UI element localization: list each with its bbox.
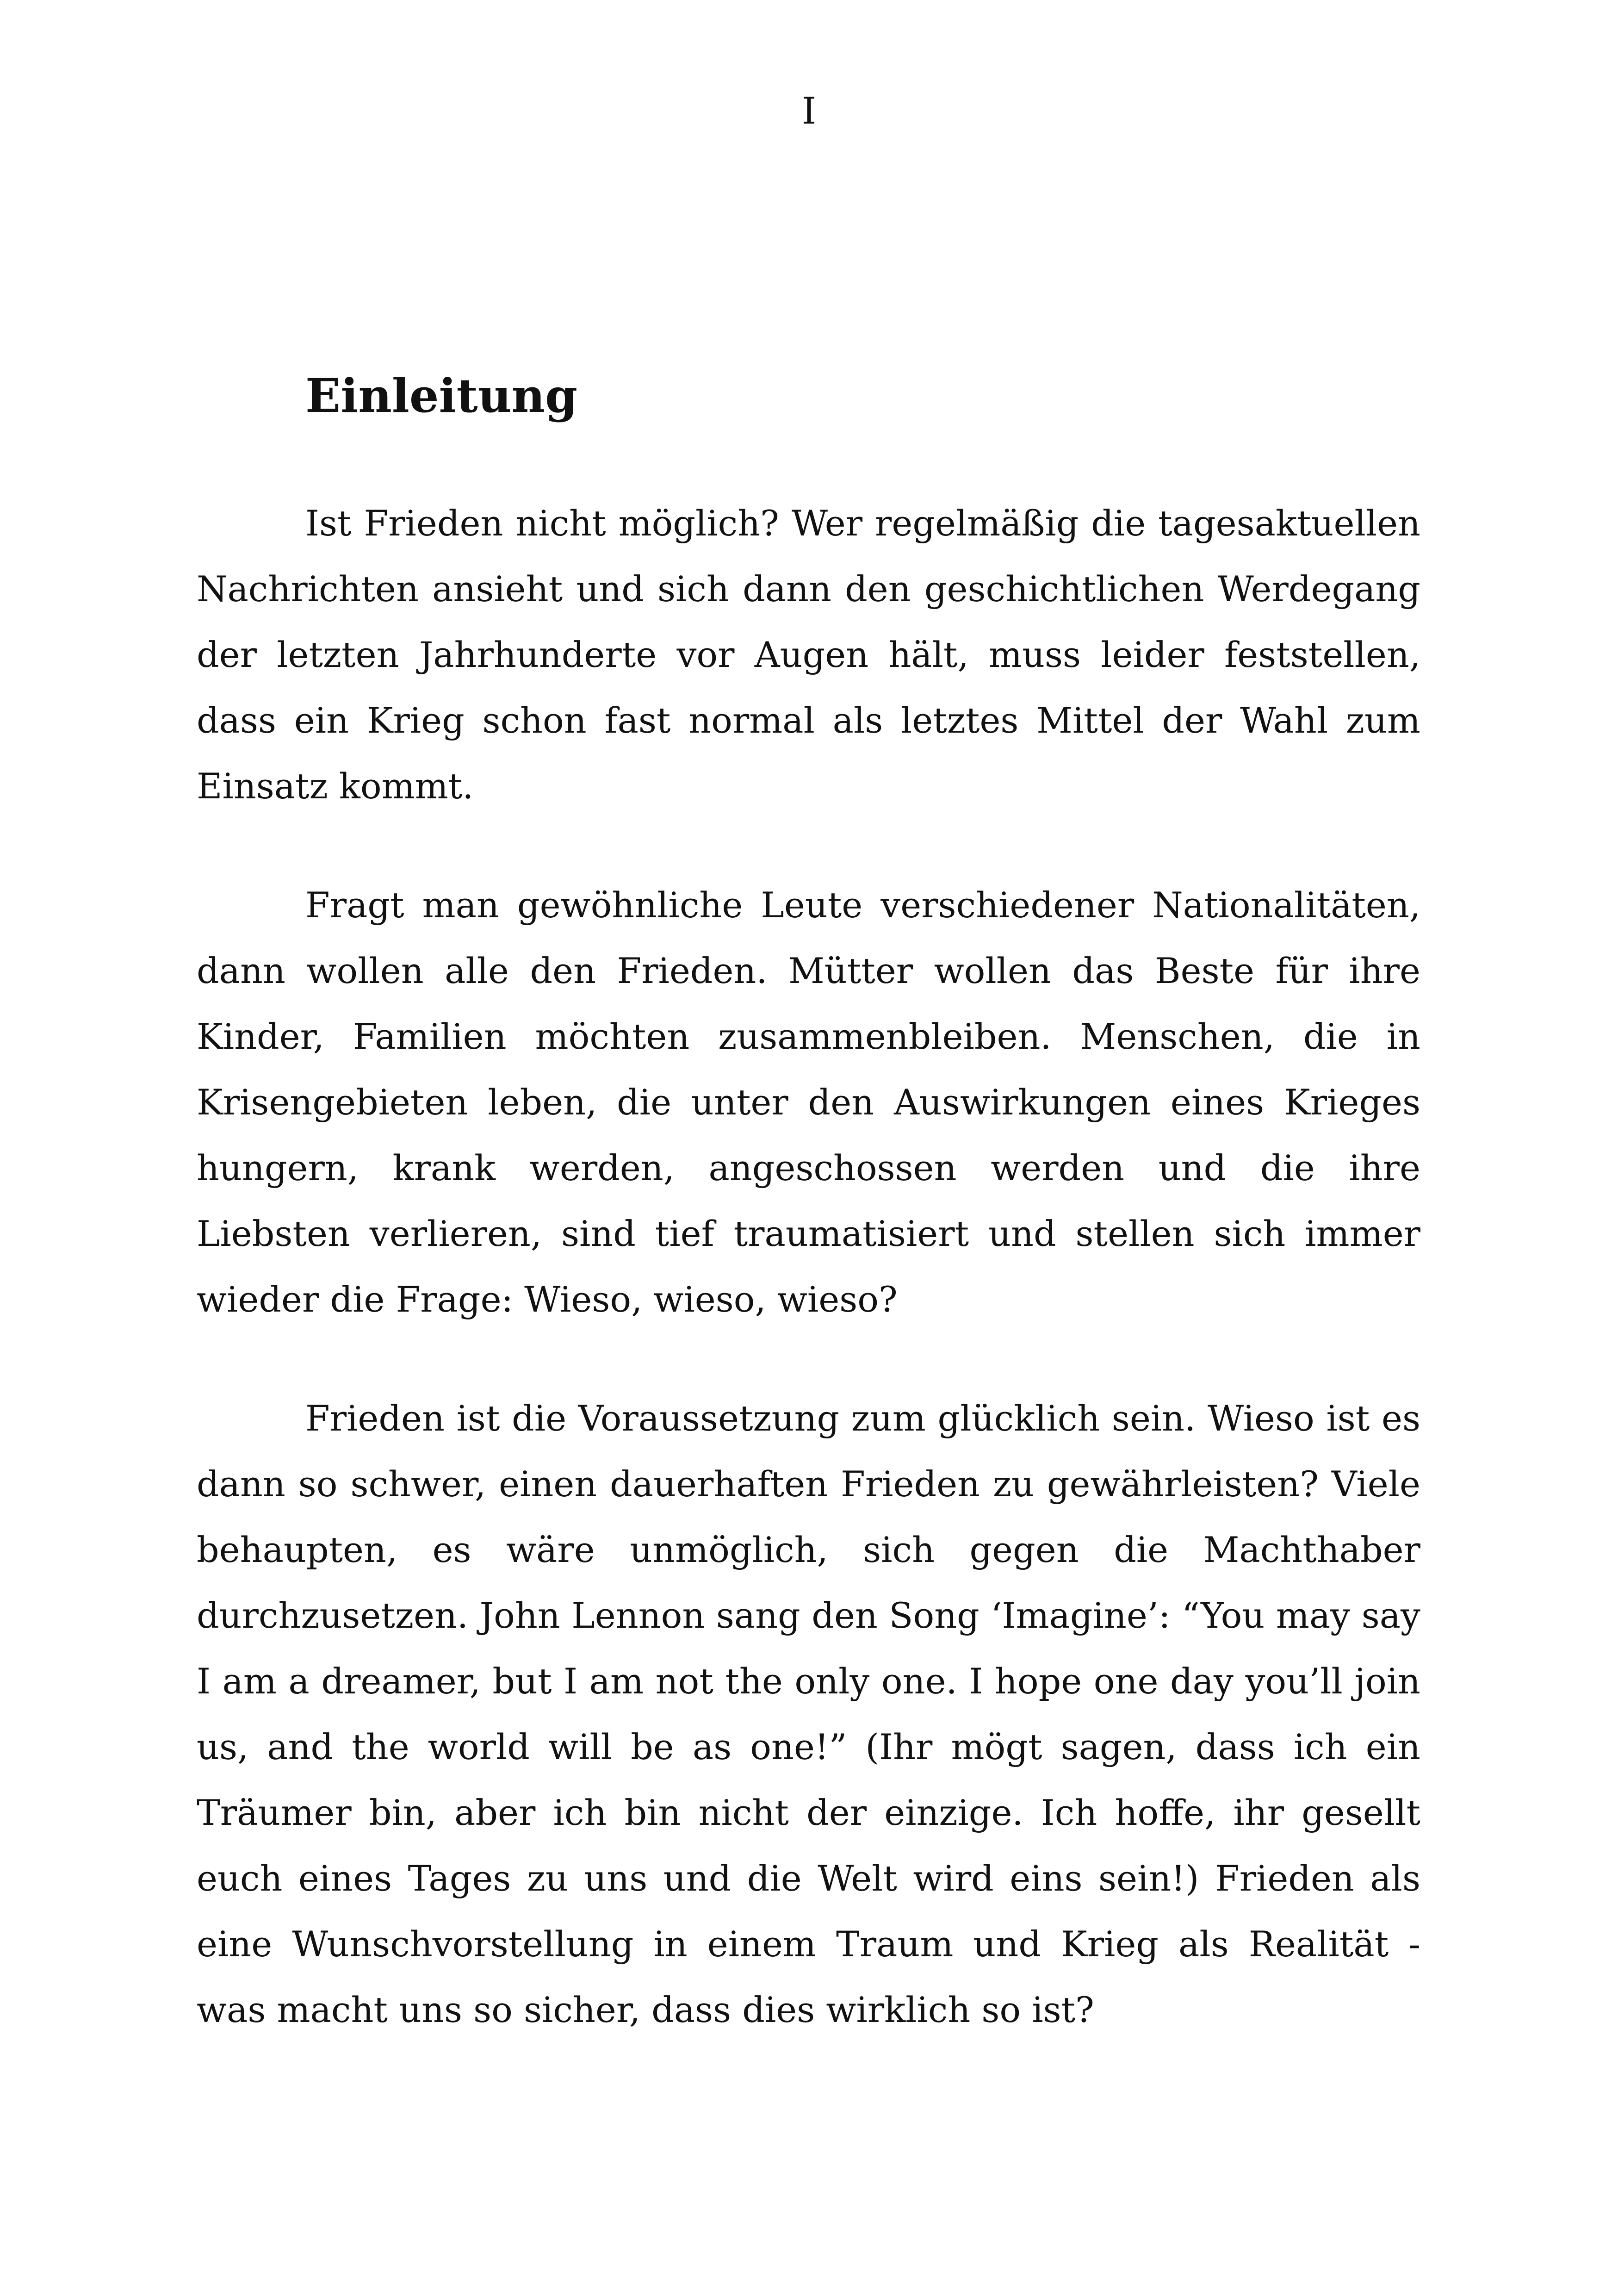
- paragraph-3: Frieden ist die Voraussetzung zum glücklich sein. Wieso ist es dann so schwer, einen dauerhaften Frieden zu gewährleisten? Viele behaupten, es wäre unmöglich, sich gegen die Machthaber durchzusetzen. John Lennon sang den Song ‘Imagine’: “You may say I am a dreamer, but I am not the only one. I hope one day you’ll join us, and the world will be as one!” (Ihr mögt sagen, dass ich ein Träumer bin, aber ich bin nicht der einzige. Ich hoffe, ihr gesellt euch eines Tages zu uns und die Welt wird eins sein!) Frieden als eine Wunschvorstellung in einem Traum und Krieg als Realität - was macht uns so sicher, dass dies wirklich so ist?: [197, 1398, 1420, 2030]
- section-heading: Einleitung: [305, 368, 578, 423]
- body-text: [197, 491, 1420, 2096]
- paragraph-1: Ist Frieden nicht möglich? Wer regelmäßig die tagesaktuellen Nachrichten ansieht und sich dann den geschichtlichen Werdegang der letzten Jahrhunderte vor Augen hält, muss leider feststellen, dass ein Krieg schon fast normal als letztes Mittel der Wahl zum Einsatz kommt.: [197, 503, 1420, 807]
- paragraph-2: Fragt man gewöhnliche Leute verschiedener Nationalitäten, dann wollen alle den Frieden. Mütter wollen das Beste für ihre Kinder, Familien möchten zusammenbleiben. Menschen, die in Krisengebieten leben, die unter den Auswirkungen eines Krieges hungern, krank werden, angeschossen werden und die ihre Liebsten verlieren, sind tief traumatisiert und stellen sich immer wieder die Frage: Wieso, wieso, wieso?: [197, 884, 1420, 1320]
- page-number: I: [801, 89, 817, 132]
